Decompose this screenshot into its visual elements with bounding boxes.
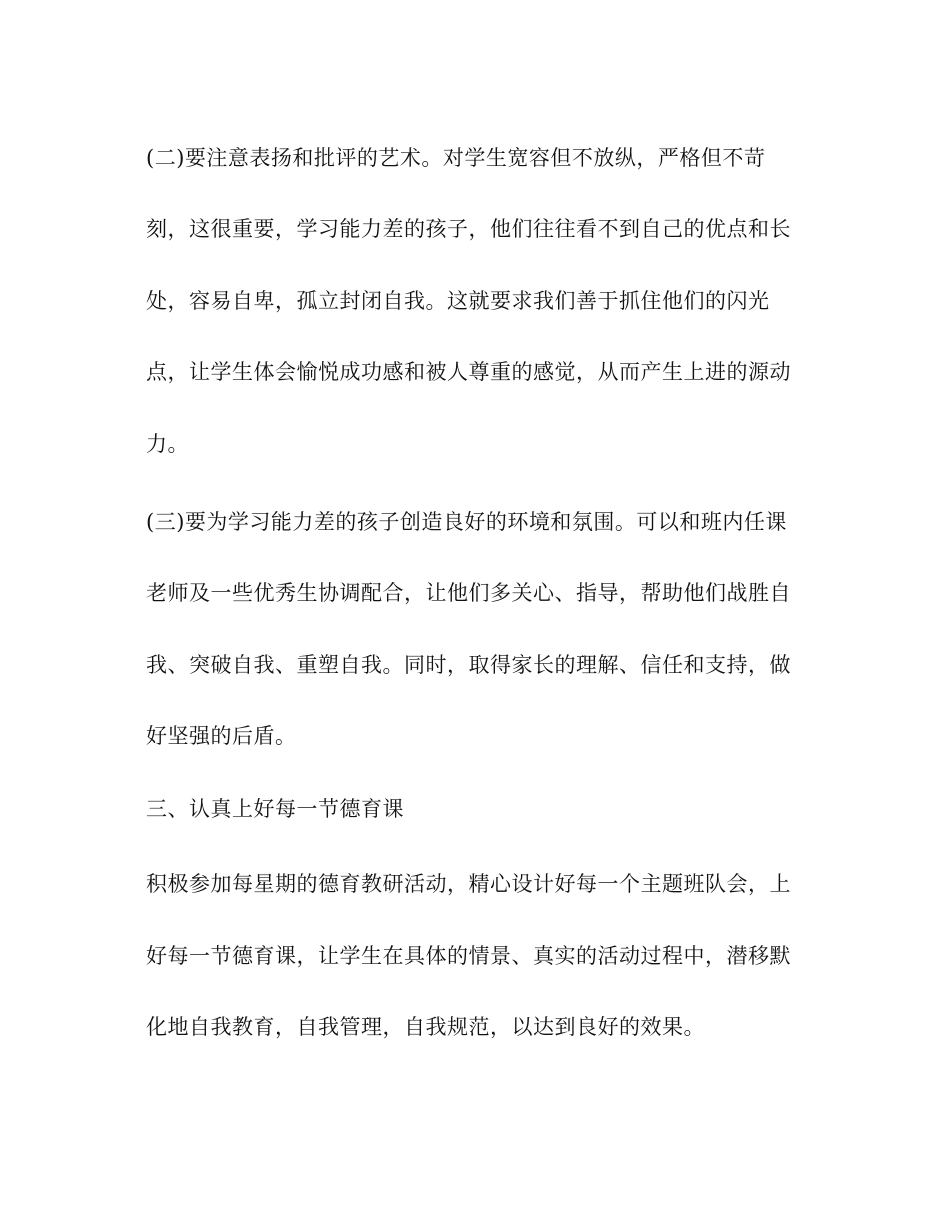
paragraph-1-line-5: 力。	[146, 432, 189, 456]
section-heading: 三、认真上好每一节德育课	[146, 797, 404, 821]
paragraph-2-line-2: 老师及一些优秀生协调配合，让他们多关心、指导，帮助他们战胜自	[146, 581, 791, 605]
paragraph-1-line-1: (二)要注意表扬和批评的艺术。对学生宽容但不放纵，严格但不苛	[146, 146, 766, 170]
paragraph-3-line-2: 好每一节德育课，让学生在具体的情景、真实的活动过程中，潜移默	[146, 944, 791, 968]
paragraph-1-line-4: 点，让学生体会愉悦成功感和被人尊重的感觉，从而产生上进的源动	[146, 360, 791, 384]
paragraph-1-line-3: 处，容易自卑，孤立封闭自我。这就要求我们善于抓住他们的闪光	[146, 289, 770, 313]
paragraph-3-line-1: 积极参加每星期的德育教研活动，精心设计好每一个主题班队会，上	[146, 872, 791, 896]
paragraph-2-line-3: 我、突破自我、重塑自我。同时，取得家长的理解、信任和支持，做	[146, 653, 791, 677]
paragraph-2-line-1: (三)要为学习能力差的孩子创造良好的环境和氛围。可以和班内任课	[146, 510, 787, 534]
paragraph-3-line-3: 化地自我教育，自我管理，自我规范，以达到良好的效果。	[146, 1015, 705, 1039]
paragraph-2-line-4: 好坚强的后盾。	[146, 724, 297, 748]
paragraph-1-line-2: 刻，这很重要，学习能力差的孩子，他们往往看不到自己的优点和长	[146, 217, 791, 241]
